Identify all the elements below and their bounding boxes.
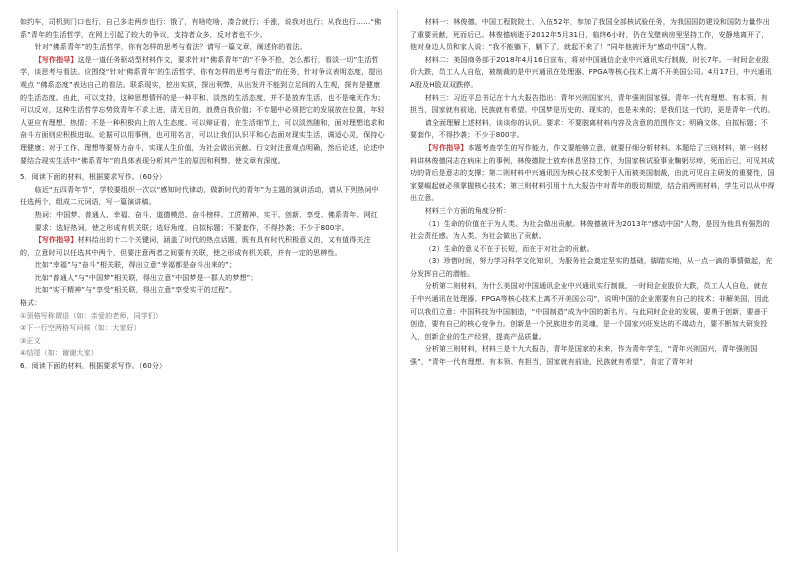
writing-guide [20,234,385,259]
column-divider [397,10,398,552]
question-5-requirement: 要求：选好热词，使之形成有机关联；选好角度，自拟标题；不要套作，不得抄袭；不少于800字。 [34,223,349,232]
guide-text: 本题考查学生的写作能力，作文要能够立意，就要仔细分析材料。本题给了三则材料，第一则材料讲林俊德同志在病床上的事例，林俊德院士放弃休息坚持工作，为国家核试验事业鞠躬尽瘁，死而后已，可见其成功的背后是意志的支撑；第二则材料中兴通讯因为核心技术受制于人而被美国制裁，由此可见自主研发的重要性，国家要崛起就必须掌握核心技术；第三则材料引用十九大报告中对青年的殷切期望，结合前两则材料，学生可以从中得出立意。 [410,143,775,203]
format-item: ④结尾（如：谢谢大家） [20,349,98,358]
material-3: 材料三：习近平总书记在十九大报告指出：青年兴则国家兴，青年强则国家强。青年一代有理想、有本领、有担当，国家就有前途，民族就有希望。中国梦是历史的、现实的，也是未来的；是我们这一代的，更是青年一代的。 [410,93,775,115]
format-item: ②下一行空两格写问候（如：大家好） [20,324,141,333]
material-text: 如约车，司机到门口也行，自己多走两步也行：饿了，有啥吃啥，凑合就行；手涨，说我对也行；从我也行……“佛系”青年的生活哲学，在网上引起了较大的争议，支持者众多，反对者也不少。 [20,18,382,39]
task-requirement: 请全面理解上述材料，谈谈你的认识。要求：不要脱离材料内容及含意的范围作文；明确文体，自拟标题；不要套作，不得抄袭；不少于800字。 [410,118,768,140]
guide-tag: 【写作指导】 [424,143,468,152]
point-item: （1）生命的价值在于为人类、为社会做出贡献。林俊德被评为2013年“感动中国”人物，是因为他具有强烈的社会责任感。为人类、为社会做出了贡献。 [410,219,770,241]
point-item: （2）生命的意义不在于长短，而在于对社会的贡献。 [424,244,594,253]
example-line: 比如“实干精神”与“享受”相关联，得出立意“享受实干的过程”。 [34,286,237,295]
material-1: 材料一：林俊德，中国工程院院士，入伍52年，参加了我国全部核试验任务，为我国国防建设和国防力量作出了重要贡献，死而后已。林俊德病逝于2012年5月31日，临终6小时，仍在戈壁病房里坚持工作，安静地离开了，他对身边人员和家人说：“我不能躺下，躺下了，就起不来了！”同年他被评为“感动中国”人物。 [410,18,770,52]
guide-tag: 【写作指导】 [34,236,78,245]
analysis-material-3: 分析第三则材料，材料三是十九大报告，青年是国家的未来，作为青年学生，“青年兴则国兴，青年强则国强”，“青年一代有理想、有本领、有担当，国家就有前途，民族就有希望”，肯定了青年对 [410,345,758,367]
writing-guide [410,142,775,205]
points-intro: 材料三个方面的角度分析： [424,206,511,215]
guide-text: 材料给出的十二个关键词，涵盖了时代的热点话题，既有具有时代积极意义的，又有值得关注的，立意时可以任选其中两个，但要注意两者之间要有关联，使之形成有机关联，并有一定的思辨性。 [20,236,371,257]
point-item: （3）珍惜时间，努力学习科学文化知识，为服务社会奠定坚实的基础，脚踏实地，从一点一滴的事情做起，充分发挥自己的潜能。 [410,257,773,278]
material-2: 材料二：美国商务部于2018年4月16日宣布，将对中国通信企业中兴通讯实行制裁，时长7年。一时间企业股价大跌，员工人人自危，被制裁的是中兴通讯在处理器、FPGA等核心技术上离不开美国公司。4月17日，中兴通讯A股及H股双双跌停。 [410,55,772,89]
format-item: ①顶格写称谓语（如：亲爱的老师，同学们） [20,311,163,320]
format-item: ③正文 [20,336,41,345]
question-5-material: 临近“五四青年节”，学校要组织一次以“感知时代律动，做新时代的青年”为主题的演讲活动，请从下列热词中任选两个，组成二元词语，写一篇演讲稿。 [20,185,379,207]
example-line: 比如“幸福”与“奋斗”相关联，得出立意“幸福都是奋斗出来的”； [34,261,237,270]
question-6-label: 6．阅读下面的材料，根据要求写作。（60分） [20,362,167,371]
right-column [410,16,775,578]
writing-guide [20,54,385,167]
left-column [20,16,385,578]
question-5-words: 热词：中国梦、普通人、幸福、奋斗、道德模范、奋斗榜样、工匠精神、实干、创新、享受、佛系青年、网红 [34,210,378,219]
guide-text: 这是一道任务驱动型材料作文，要求针对“佛系青年”的“不争不抢，怎么都行，看淡一切”生活哲学，谈思考与看法。应围绕“针对‘佛系青年’的生活哲学，你有怎样的思考与看法”的任务，针对争议表明态度，提出观点 “佛系态度”表达自己的看法。联系现实，挖出实质，探出利弊，从出发并不能到立足间的人生观，探有是健康的生活态度。由此，可以支持，这种思想情怀的是一种平和、淡然的生活态度，并不是放弃生活，也不是毫无作为；可以反对，这种生活哲学忘势致青年不求上进，清无目的，浪费自我价值；不专题中必须把它的发展放在位置，年轻人更应有理想，热情；不是一种积极向上的人生态度。可以辩证看，在生活细节上，可以淡然随和，面对理想追求和奋斗方面则应积极进取。论据可以用事例，也可用名言，可以让我们认识平和心态面对现实生活，调适心灵，保持心理健康；对于工作、理想等要努力奋斗，实现人生价值，为社会做出贡献。行文时注意观点明确，然后论述，论述中要结合现实生活中“佛系青年”的具体表现分析其产生的原因和利弊，使文章有深度。 [20,55,385,165]
task-text: 针对“佛系青年”的生活哲学，你有怎样的思考与看法？请写一篇文章，阐述你的看法。 [34,43,307,52]
format-label: 格式： [20,299,42,308]
example-line: 比如“普通人”与“中国梦”相关联，得出立意“中国梦是一群人的梦想”； [34,273,258,282]
analysis-material-2: 分析第二则材料，为什么美国对中国通讯企业中兴通讯实行制裁，一时间企业股价大跌，员工人人自危，就在于中兴通讯在处理器、FPGA等核心技术上离不开美国公司”，说明中国的企业需要有自己的技术；非解美国，因此可以我们立意：中国科技为中国制造，“中国制造”成为中国的新名片。与此同时企业的发展，要勇于创新，要善于创造，要有自己的核心竞争力。创新是一个民族进步的灵魂，是一个国家兴旺发达的不竭动力，要不断加大研发投入，创新企业的生产经营，提高产品质量。 [410,282,769,341]
guide-tag: 【写作指导】 [34,55,78,64]
question-5-label: 5．阅读下面的材料，根据要求写作。（60分） [20,173,167,182]
